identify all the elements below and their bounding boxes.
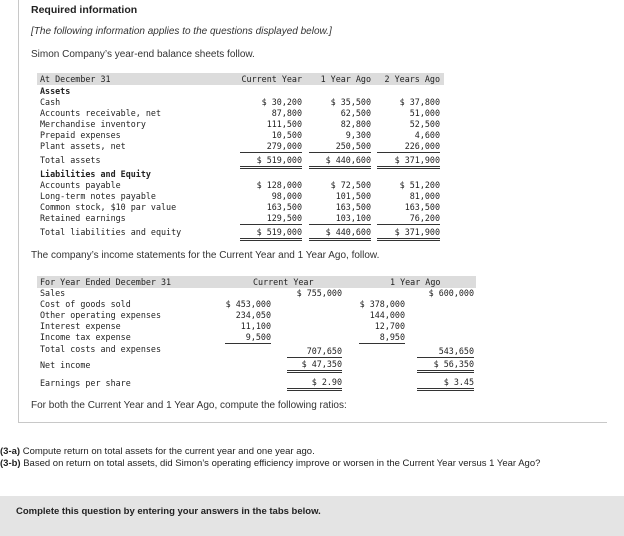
asset-row-label: Merchandise inventory [40, 119, 146, 129]
asset-row-label: Cash [40, 97, 61, 107]
total-assets-value: $ 371,900 [377, 155, 440, 169]
question-3b-tag: (3-b) [0, 458, 21, 469]
asset-row-value: 250,500 [309, 141, 371, 153]
balance-sheet-table [37, 73, 444, 235]
applies-note: [The following information applies to the questions displayed below.] [31, 26, 332, 37]
liability-row-value: 98,000 [271, 191, 302, 201]
total-costs-label: Total costs and expenses [40, 344, 162, 354]
liability-row-label: Common stock, $10 par value [40, 202, 177, 212]
question-3a [0, 446, 315, 457]
asset-row-value: 111,500 [266, 119, 302, 129]
asset-row-value: $ 37,800 [399, 97, 440, 107]
income-statement-body [37, 288, 476, 398]
eps-label: Earnings per share [40, 378, 131, 388]
is-header-current: Current Year [253, 277, 314, 287]
liability-row-value: 163,500 [266, 202, 302, 212]
balance-sheet-header-row [37, 73, 444, 85]
expense-current: $ 453,000 [225, 299, 271, 309]
expense-label: Other operating expenses [40, 310, 162, 320]
net-income-current: $ 47,350 [287, 359, 342, 373]
required-info-title: Required information [31, 4, 138, 16]
expense-label: Interest expense [40, 321, 121, 331]
liability-row-value: 81,000 [409, 191, 440, 201]
question-3a-text: Compute return on total assets for the current year and one year ago. [20, 446, 315, 457]
expense-prior: 8,950 [359, 332, 405, 344]
expense-prior: 12,700 [374, 321, 405, 331]
liabilities-heading: Liabilities and Equity [40, 169, 151, 179]
income-statement-table [37, 276, 476, 398]
expense-current: 234,050 [235, 310, 271, 320]
sales-current: $ 755,000 [296, 288, 342, 298]
total-liabilities-equity-value: $ 371,900 [377, 227, 440, 241]
sales-label: Sales [40, 288, 66, 298]
asset-row-value: 279,000 [240, 141, 302, 153]
total-costs-current: 707,650 [287, 346, 342, 358]
income-intro: The company’s income statements for the Current Year and 1 Year Ago, follow. [31, 250, 380, 261]
expense-prior: 144,000 [369, 310, 405, 320]
ratios-prompt: For both the Current Year and 1 Year Ago, compute the following ratios: [31, 400, 347, 411]
asset-row-value: 51,000 [409, 108, 440, 118]
net-income-prior: $ 56,350 [417, 359, 474, 373]
liability-row-label: Long-term notes payable [40, 191, 156, 201]
liability-row-value: $ 128,000 [256, 180, 302, 190]
asset-row-value: $ 35,500 [330, 97, 371, 107]
total-assets-value: $ 519,000 [240, 155, 302, 169]
asset-row-label: Accounts receivable, net [40, 108, 162, 118]
balance-sheet-intro: Simon Company’s year-end balance sheets follow. [31, 49, 255, 60]
total-costs-prior: 543,650 [417, 346, 474, 358]
sales-prior: $ 600,000 [428, 288, 474, 298]
asset-row-value: 4,600 [414, 130, 440, 140]
question-3b [0, 458, 540, 469]
total-liabilities-equity-label: Total liabilities and equity [40, 227, 182, 237]
liability-row-value: $ 72,500 [330, 180, 371, 190]
total-liabilities-equity-value: $ 519,000 [240, 227, 302, 241]
liability-row-label: Accounts payable [40, 180, 121, 190]
eps-prior: $ 3.45 [417, 377, 474, 391]
total-assets-value: $ 440,600 [309, 155, 371, 169]
asset-row-value: 9,300 [345, 130, 371, 140]
liability-row-value: 163,500 [404, 202, 440, 212]
expense-current: 9,500 [225, 332, 271, 344]
expense-label: Income tax expense [40, 332, 131, 342]
expense-label: Cost of goods sold [40, 299, 131, 309]
liability-row-value: 129,500 [240, 213, 302, 225]
asset-row-value: $ 30,200 [261, 97, 302, 107]
bs-header-current: Current Year [241, 74, 302, 84]
asset-row-value: 87,800 [271, 108, 302, 118]
net-income-label: Net income [40, 360, 91, 370]
asset-row-value: 226,000 [377, 141, 440, 153]
instruction-bar [0, 496, 624, 536]
is-header-label: For Year Ended December 31 [40, 277, 172, 287]
is-header-1yr: 1 Year Ago [390, 277, 441, 287]
instruction-text: Complete this question by entering your answers in the tabs below. [16, 506, 321, 517]
asset-row-label: Prepaid expenses [40, 130, 121, 140]
liability-row-value: 163,500 [335, 202, 371, 212]
expense-prior: $ 378,000 [359, 299, 405, 309]
asset-row-value: 82,800 [340, 119, 371, 129]
balance-sheet-body [37, 85, 444, 235]
asset-row-value: 62,500 [340, 108, 371, 118]
total-assets-label: Total assets [40, 155, 101, 165]
liability-row-value: $ 51,200 [399, 180, 440, 190]
liability-row-value: 101,500 [335, 191, 371, 201]
question-3a-tag: (3-a) [0, 446, 21, 457]
expense-current: 11,100 [240, 321, 271, 331]
asset-row-value: 52,500 [409, 119, 440, 129]
liability-row-value: 103,100 [309, 213, 371, 225]
question-3b-text: Based on return on total assets, did Simon’s operating efficiency improve or worsen in the Current Year versus 1 Year Ago? [20, 458, 541, 469]
bs-header-1yr: 1 Year Ago [320, 74, 371, 84]
liability-row-label: Retained earnings [40, 213, 126, 223]
liability-row-value: 76,200 [377, 213, 440, 225]
total-liabilities-equity-value: $ 440,600 [309, 227, 371, 241]
asset-row-value: 10,500 [271, 130, 302, 140]
eps-current: $ 2.90 [287, 377, 342, 391]
income-header-row [37, 276, 476, 288]
bs-header-2yr: 2 Years Ago [384, 74, 440, 84]
bs-header-label: At December 31 [40, 74, 111, 84]
asset-row-label: Plant assets, net [40, 141, 126, 151]
assets-heading: Assets [40, 86, 71, 96]
